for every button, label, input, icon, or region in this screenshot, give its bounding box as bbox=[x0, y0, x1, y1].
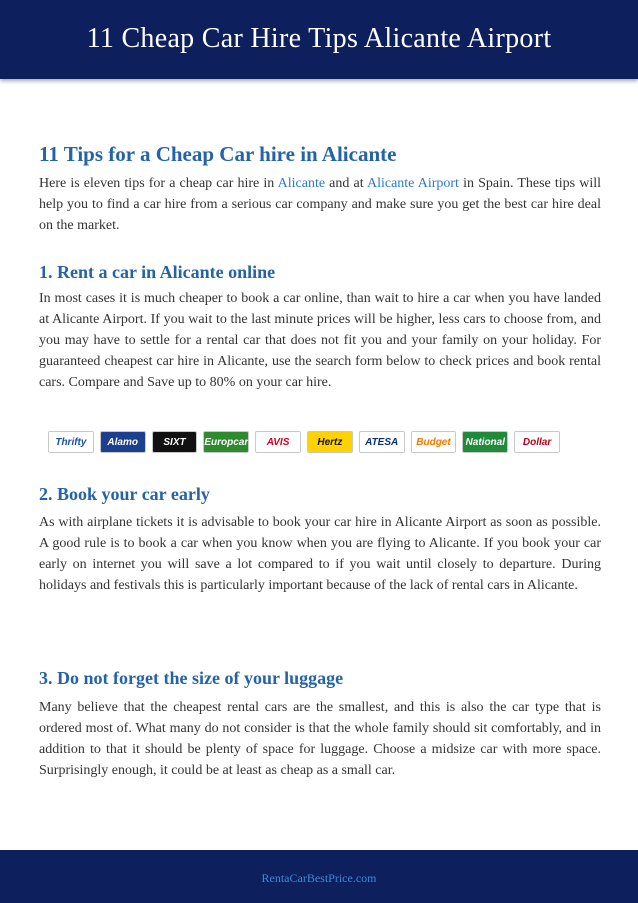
dollar-logo: Dollar bbox=[514, 431, 560, 453]
section-3-heading: 3. Do not forget the size of your luggage bbox=[39, 668, 344, 688]
section-2-body: As with airplane tickets it is advisable to book your car hire in Alicante Airport as soon as possible. A good rule is to book a car when you know when you are flying to Alicante. If you book your car early on internet you will save a lot compared to if you wait until closely to departure. During holidays and festivals this is particularly important because of the lack of rental cars in Alicante. bbox=[39, 515, 601, 593]
budget-logo: Budget bbox=[411, 431, 457, 453]
page-footer bbox=[0, 850, 638, 903]
europcar-logo: Europcar bbox=[203, 431, 249, 453]
section-2-heading: 2. Book your car early bbox=[39, 484, 210, 504]
section-3-body: Many believe that the cheapest rental cars are the smallest, and this is also the car type that is ordered most of. What many do not consider is that the whole family should sit comfortably, and in addition to that it should be plenty of space for luggage. Choose a midsize car with more space. Surprisingly enough, it could be at least as cheap as a small car. bbox=[39, 700, 601, 778]
sixt-logo: SIXT bbox=[152, 431, 198, 453]
intro-heading: 11 Tips for a Cheap Car hire in Alicante bbox=[39, 142, 397, 166]
atesa-logo: ATESA bbox=[359, 431, 405, 453]
alicante-airport-link[interactable]: Alicante Airport bbox=[366, 176, 459, 191]
intro-text-2: and at bbox=[325, 176, 367, 191]
page-header bbox=[0, 0, 638, 79]
national-logo: National bbox=[462, 431, 508, 453]
intro-text-1: Here is eleven tips for a cheap car hire in bbox=[39, 176, 278, 191]
intro-paragraph bbox=[39, 173, 601, 236]
footer-site-name[interactable]: RentaCarBestPrice.com bbox=[261, 871, 377, 885]
thrifty-logo: Thrifty bbox=[48, 431, 94, 453]
intro-text-3: in Spain. These tips will help you to find a car hire from a serious car company and make sure you get the best car hire deal on the market. bbox=[39, 176, 602, 233]
page-title: 11 Cheap Car Hire Tips Alicante Airport bbox=[86, 22, 552, 54]
alamo-logo: Alamo bbox=[100, 431, 146, 453]
section-1-body: In most cases it is much cheaper to book a car online, than wait to hire a car when you have landed at Alicante Airport. If you wait to the last minute prices will be higher, less cars to choose from, and you may have to settle for a rental car that does not fit you and your family on your holiday. For guaranteed cheapest car hire in Alicante, use the search form below to check prices and book rental cars. Compare and Save up to 80% on your car hire. bbox=[39, 291, 601, 390]
hertz-logo: Hertz bbox=[307, 431, 353, 453]
car-rental-logos bbox=[48, 431, 560, 455]
avis-logo: AVIS bbox=[255, 431, 301, 453]
section-1-heading: 1. Rent a car in Alicante online bbox=[39, 262, 276, 282]
alicante-link[interactable]: Alicante bbox=[277, 176, 326, 191]
